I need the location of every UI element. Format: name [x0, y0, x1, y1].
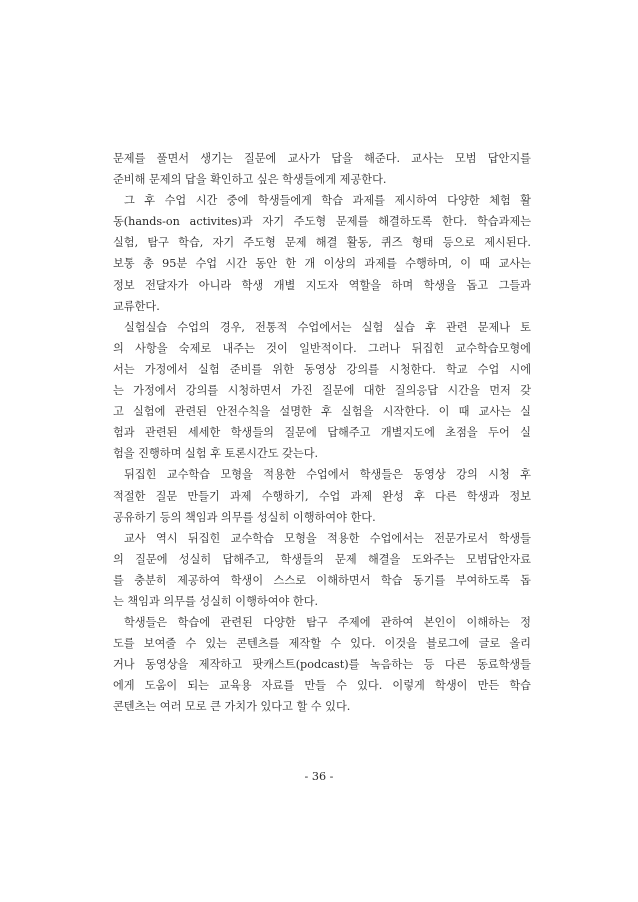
paragraph-4-line-2: 적절한 질문 만들기 과제 수행하기, 수업 과제 완성 후 다른 학생과 정보 [113, 489, 531, 503]
paragraph-1-line-1: 문제를 풀면서 생기는 질문에 교사가 답을 해준다. 교사는 모범 답안지를 [113, 152, 531, 165]
paragraph-3-line-7: 험을 진행하며 실험 후 토론시간도 갖는다. [113, 447, 319, 461]
page-number: - 36 - [304, 770, 334, 783]
paragraph-2-line-3: 실험, 탐구 학습, 자기 주도형 문제 해결 활동, 퀴즈 형태 등으로 제시된다. [113, 236, 531, 250]
paragraph-3-line-3: 서는 가정에서 실험 준비를 위한 동영상 강의를 시청한다. 학교 수업 시에 [113, 362, 531, 376]
paragraph-3-line-6: 험과 관련된 세세한 학생들의 질문에 답해주고 개별지도에 초점을 두어 실 [113, 426, 531, 440]
paragraph-2-line-2: 동(hands-on activites)과 자기 주도형 문제를 해결하도록 한다. 학습과제는 [113, 215, 531, 229]
paragraph-3-line-5: 고 실험에 관련된 안전수칙을 설명한 후 실험을 시작한다. 이 때 교사는 실 [113, 405, 531, 419]
paragraph-5-line-1: 교사 역시 뒤집힌 교수학습 모형을 적용한 수업에서는 전문가로서 학생들 [124, 531, 531, 545]
paragraph-3-line-1: 실험실습 수업의 경우, 전통적 수업에서는 실험 실습 후 관련 문제나 토 [124, 320, 531, 334]
paragraph-2-line-1: 그 후 수업 시간 중에 학생들에게 학습 과제를 제시하여 다양한 체험 활 [124, 194, 531, 208]
paragraph-6-line-4: 에게 도움이 되는 교육용 자료를 만들 수 있다. 이렇게 학생이 만든 학습 [113, 679, 531, 693]
paragraph-2-line-6: 교류한다. [113, 299, 160, 313]
paragraph-3-line-2: 의 사항을 숙제로 내주는 것이 일반적이다. 그러나 뒤집힌 교수학습모형에 [113, 341, 531, 355]
paragraph-2-line-5: 정보 전달자가 아니라 학생 개별 지도자 역할을 하며 학생을 돕고 그들과 [113, 278, 531, 292]
paragraph-3-line-4: 는 가정에서 강의를 시청하면서 가진 질문에 대한 질의응답 시간을 먼저 갖 [113, 384, 531, 398]
paragraph-4-line-3: 공유하기 등의 책임과 의무를 성실히 이행하여야 한다. [113, 510, 376, 524]
paragraph-6-line-2: 도를 보여줄 수 있는 콘텐츠를 제작할 수 있다. 이것을 블로그에 글로 올리 [113, 637, 531, 651]
paragraph-4-line-1: 뒤집힌 교수학습 모형을 적용한 수업에서 학생들은 동영상 강의 시청 후 [124, 468, 531, 482]
paragraph-5-line-4: 는 책임과 의무를 성실히 이행하여야 한다. [113, 594, 319, 608]
paragraph-6-line-3: 거나 동영상을 제작하고 팟캐스트(podcast)를 녹음하는 등 다른 동료학생들 [113, 658, 531, 672]
body-text [113, 148, 531, 718]
paragraph-2-line-4: 보통 총 95분 수업 시간 동안 한 개 이상의 과제를 수행하며, 이 때 교사는 [113, 257, 531, 271]
paragraph-5-line-2: 의 질문에 성실히 답해주고, 학생들의 문제 해결을 도와주는 모범답안자료 [113, 552, 531, 566]
paragraph-6-line-5: 콘텐츠는 여러 모로 큰 가치가 있다고 할 수 있다. [113, 700, 351, 714]
paragraph-1-line-2: 준비해 문제의 답을 확인하고 싶은 학생들에게 제공한다. [113, 173, 387, 187]
paragraph-5-line-3: 를 충분히 제공하여 학생이 스스로 이해하면서 학습 동기를 부여하도록 돕 [113, 573, 531, 587]
paragraph-6-line-1: 학생들은 학습에 관련된 다양한 탐구 주제에 관하여 본인이 이해하는 정 [124, 616, 531, 630]
